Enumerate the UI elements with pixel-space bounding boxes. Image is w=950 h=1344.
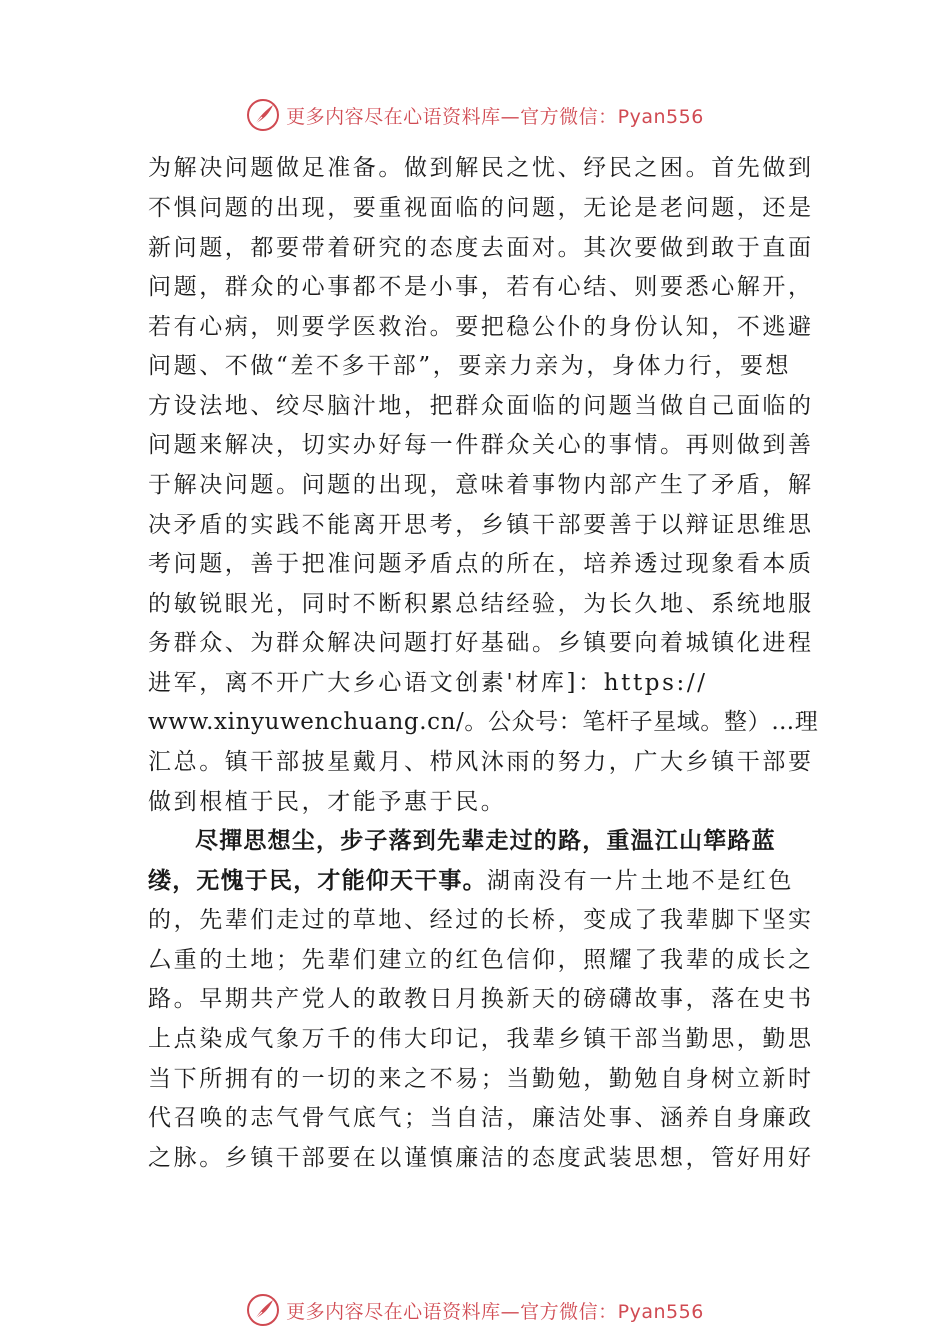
quill-pen-icon [246, 1293, 280, 1327]
text-line: 于解决问题。问题的出现，意味着事物内部产生了矛盾，解 [148, 472, 814, 498]
text-line: 厶重的土地；先辈们建立的红色信仰，照耀了我辈的成长之 [148, 947, 814, 973]
text-line: 方设法地、绞尽脑汁地，把群众面临的问题当做自己面临的 [148, 393, 814, 419]
text-segment: 湖南没有一片土地不是红色 [486, 868, 795, 894]
text-line: 问题，群众的心事都不是小事，若有心结、则要悉心解开， [148, 274, 814, 300]
text-line: 上点染成气象万千的伟大印记，我辈乡镇干部当勤思，勤思 [148, 1026, 814, 1052]
text-line: 若有心病，则要学医救治。要把稳公仆的身份认知，不逃避 [148, 314, 814, 340]
section-heading-tail: 缕，无愧于民，才能仰天干事。 [148, 868, 487, 894]
text-line: 的敏锐眼光，同时不断积累总结经验，为长久地、系统地服 [148, 591, 814, 617]
text-line: 不惧问题的出现，要重视面临的问题，无论是老问题，还是 [148, 195, 814, 221]
text-line: 做到根植于民，才能予惠于民。 [148, 789, 507, 815]
text-line: 务群众、为群众解决问题打好基础。乡镇要向着城镇化进程 [148, 630, 814, 656]
footer-banner-text: 更多内容尽在心语资料库—官方微信：Pyan556 [286, 1300, 704, 1323]
text-line: 问题来解决，切实办好每一件群众关心的事情。再则做到善 [148, 432, 814, 458]
footer-banner [0, 1290, 950, 1330]
header-banner-text: 更多内容尽在心语资料库—官方微信：Pyan556 [286, 105, 704, 128]
text-line: 决矛盾的实践不能离开思考，乡镇干部要善于以辩证思维思 [148, 512, 814, 538]
text-line: 的，先辈们走过的草地、经过的长桥，变成了我辈脚下坚实 [148, 907, 814, 933]
text-line: 路。早期共产党人的敢教日月换新天的磅礴故事，落在史书 [148, 986, 814, 1012]
section-heading: 尽撣思想尘，步子落到先辈走过的路，重温江山筚路蓝 [195, 828, 776, 854]
text-line: 为解决问题做足准备。做到解民之忧、纾民之困。首先做到 [148, 155, 814, 181]
text-line: 进军，离不开广大乡心语文创素'材库]：https:// [148, 670, 708, 696]
text-line: 当下所拥有的一切的来之不易；当勤勉，勤勉自身树立新时 [148, 1066, 814, 1092]
text-line: 之脉。乡镇干部要在以谨慎廉洁的态度武装思想，管好用好 [148, 1145, 814, 1171]
text-line: 代召唤的志气骨气底气；当自洁，廉洁处事、涵养自身廉政 [148, 1105, 814, 1131]
text-line: 问题、不做“差不多干部”，要亲力亲为，身体力行，要想 [148, 353, 792, 379]
quill-pen-icon [246, 98, 280, 132]
text-line: 汇总。镇干部披星戴月、栉风沐雨的努力，广大乡镇干部要 [148, 749, 814, 775]
text-line: 考问题，善于把准问题矛盾点的所在，培养透过现象看本质 [148, 551, 814, 577]
text-line: 新问题，都要带着研究的态度去面对。其次要做到敢于直面 [148, 235, 814, 261]
text-line: www.xinyuwenchuang.cn/。公众号：笔杆子星域。整）…理 [148, 709, 819, 735]
text-line [148, 861, 794, 901]
header-banner [0, 95, 950, 135]
